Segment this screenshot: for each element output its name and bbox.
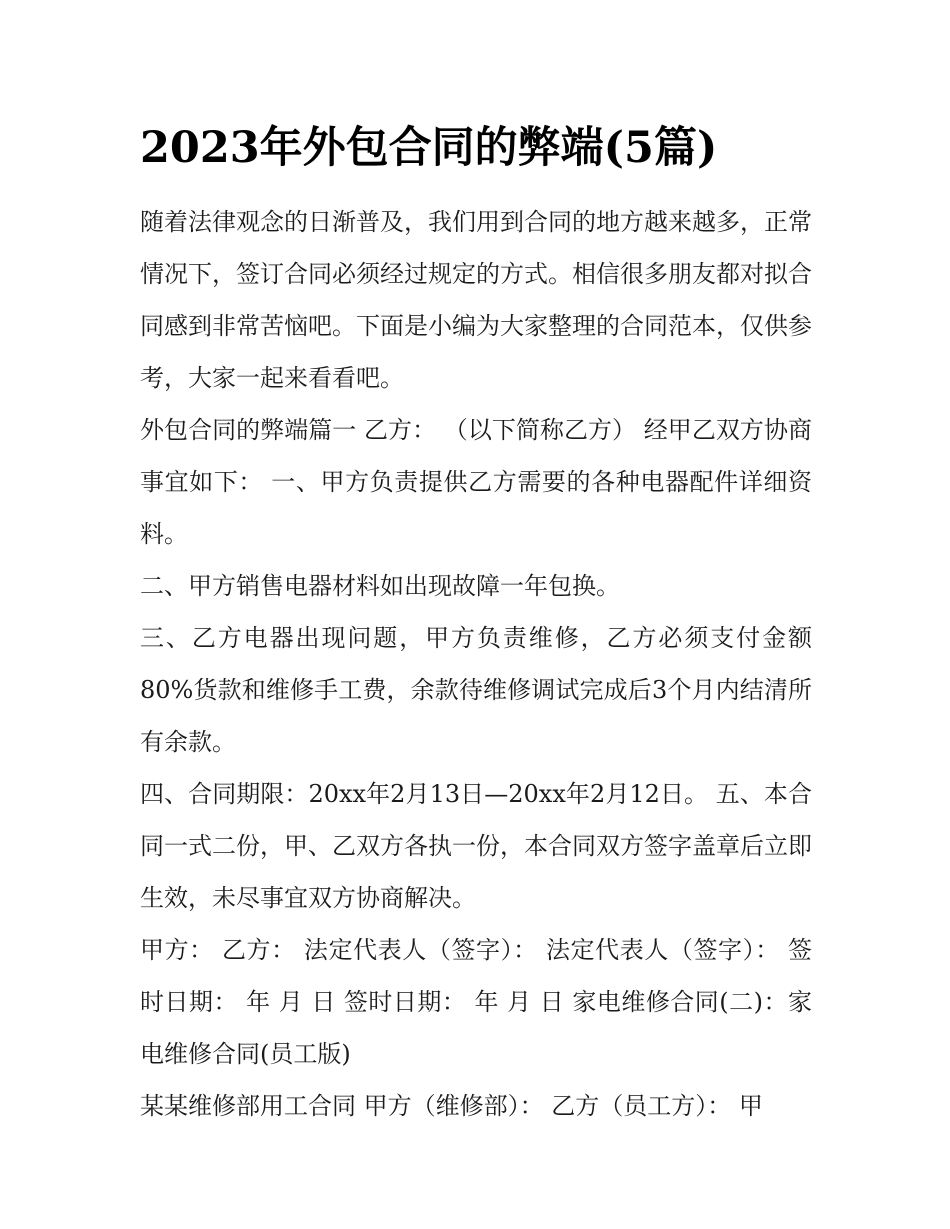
clause-paragraph-3: 三、乙方电器出现问题，甲方负责维修，乙方必须支付金额80%货款和维修手工费，余款待维修调试完成后3个月内结清所有余款。: [140, 624, 812, 756]
document-title: 2023年外包合同的弊端(5篇): [140, 123, 718, 173]
clause-paragraph-2: 二、甲方销售电器材料如出现故障一年包换。: [140, 572, 620, 600]
document-body: [140, 196, 812, 1132]
contract-paragraph-2: 某某维修部用工合同 甲方（维修部）： 乙方（员工方）： 甲: [140, 1092, 763, 1120]
intro-paragraph: 随着法律观念的日渐普及，我们用到合同的地方越来越多，正常情况下，签订合同必须经过规定的方式。相信很多朋友都对拟合同感到非常苦恼吧。下面是小编为大家整理的合同范本，仅供参考，大家一起来看看吧。: [140, 208, 812, 392]
clause-paragraph-4: 四、合同期限：20xx年2月13日—20xx年2月12日。 五、本合同一式二份，甲、乙双方各执一份，本合同双方签字盖章后立即生效，未尽事宜双方协商解决。: [140, 780, 812, 912]
signature-paragraph: 甲方： 乙方： 法定代表人（签字）： 法定代表人（签字）： 签时日期： 年 月 日 签时日期： 年 月 日 家电维修合同(二)：家电维修合同(员工版): [140, 936, 812, 1068]
contract-paragraph-1: 外包合同的弊端篇一 乙方： （以下简称乙方） 经甲乙双方协商事宜如下： 一、甲方负责提供乙方需要的各种电器配件详细资料。: [140, 416, 812, 548]
